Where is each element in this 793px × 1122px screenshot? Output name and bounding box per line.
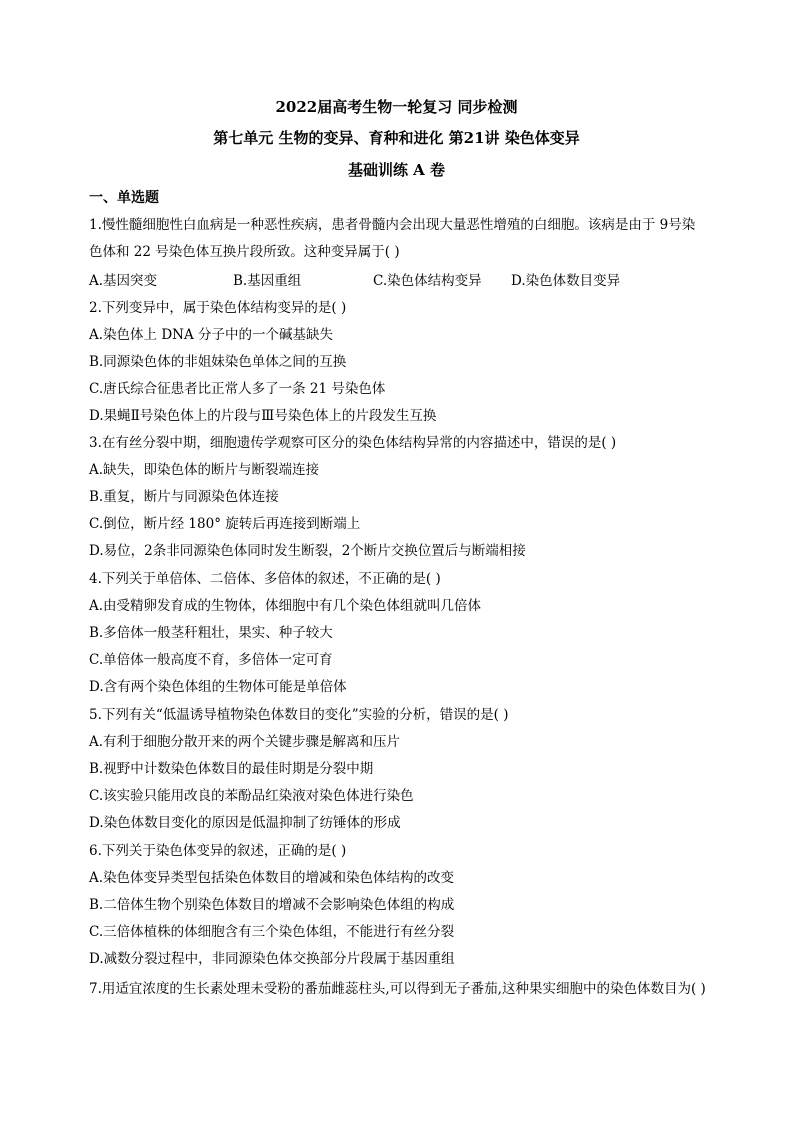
unit-title: 第七单元 生物的变异、育种和进化 第21讲 染色体变异 bbox=[213, 129, 580, 147]
question-2-option-a: A.染色体上 DNA 分子中的一个碱基缺失 bbox=[89, 327, 334, 343]
question-5-option-c: C.该实验只能用改良的苯酚品红染液对染色体进行染色 bbox=[89, 788, 414, 804]
question-4-stem: 4.下列关于单倍体、二倍体、多倍体的叙述，不正确的是( ) bbox=[89, 571, 441, 587]
question-5-option-b: B.视野中计数染色体数目的最佳时期是分裂中期 bbox=[89, 761, 374, 777]
question-3-option-d: D.易位，2条非同源染色体同时发生断裂，2个断片交换位置后与断端相接 bbox=[89, 543, 526, 559]
question-6-option-c: C.三倍体植株的体细胞含有三个染色体组，不能进行有丝分裂 bbox=[89, 924, 455, 940]
question-4-option-a: A.由受精卵发育成的生物体，体细胞中有几个染色体组就叫几倍体 bbox=[89, 598, 482, 614]
question-1-option-b: B.基因重组 bbox=[233, 273, 302, 289]
question-4-option-d: D.含有两个染色体组的生物体可能是单倍体 bbox=[89, 679, 347, 695]
question-1-option-a: A.基因突变 bbox=[89, 273, 158, 289]
question-2-option-d: D.果蝇Ⅱ号染色体上的片段与Ⅲ号染色体上的片段发生互换 bbox=[89, 408, 437, 424]
question-1-stem: 1.慢性髓细胞性白血病是一种恶性疾病，患者骨髓内会出现大量恶性增殖的白细胞。该病是由于 9号染色体和 22 号染色体互换片段所致。这种变异属于( ) bbox=[89, 217, 696, 260]
question-6-option-d: D.减数分裂过程中，非同源染色体交换部分片段属于基因重组 bbox=[89, 951, 455, 967]
question-1-option-d: D.染色体数目变异 bbox=[511, 273, 621, 289]
question-2-option-b: B.同源染色体的非姐妹染色单体之间的互换 bbox=[89, 354, 347, 370]
question-6-option-b: B.二倍体生物个别染色体数目的增减不会影响染色体组的构成 bbox=[89, 897, 455, 913]
question-5-option-a: A.有利于细胞分散开来的两个关键步骤是解离和压片 bbox=[89, 734, 401, 750]
question-3-option-c: C.倒位，断片经 180° 旋转后再连接到断端上 bbox=[89, 516, 361, 532]
section-heading: 一、单选题 bbox=[89, 190, 159, 206]
question-3-option-b: B.重复，断片与同源染色体连接 bbox=[89, 489, 279, 505]
question-4-option-b: B.多倍体一般茎秆粗壮，果实、种子较大 bbox=[89, 625, 333, 641]
question-4-option-c: C.单倍体一般高度不育，多倍体一定可育 bbox=[89, 652, 333, 668]
question-2-stem: 2.下列变异中，属于染色体结构变异的是( ) bbox=[89, 300, 347, 316]
question-1-option-c: C.染色体结构变异 bbox=[373, 273, 482, 289]
question-7-stem: 7.用适宜浓度的生长素处理未受粉的番茄雌蕊柱头,可以得到无子番茄,这种果实细胞中的染色体数目为( ) bbox=[89, 981, 706, 997]
exam-title: 基础训练 A 卷 bbox=[347, 161, 446, 179]
document-title: 2022届高考生物一轮复习 同步检测 bbox=[275, 98, 518, 116]
question-3-stem: 3.在有丝分裂中期，细胞遗传学观察可区分的染色体结构异常的内容描述中，错误的是( ) bbox=[89, 435, 617, 451]
question-5-stem: 5.下列有关“低温诱导植物染色体数目的变化”实验的分析，错误的是( ) bbox=[89, 707, 509, 723]
question-3-option-a: A.缺失，即染色体的断片与断裂端连接 bbox=[89, 462, 320, 478]
question-6-option-a: A.染色体变异类型包括染色体数目的增减和染色体结构的改变 bbox=[89, 870, 455, 886]
question-6-stem: 6.下列关于染色体变异的叙述，正确的是( ) bbox=[89, 843, 347, 859]
question-5-option-d: D.染色体数目变化的原因是低温抑制了纺锤体的形成 bbox=[89, 815, 401, 831]
question-2-option-c: C.唐氏综合征患者比正常人多了一条 21 号染色体 bbox=[89, 381, 386, 397]
